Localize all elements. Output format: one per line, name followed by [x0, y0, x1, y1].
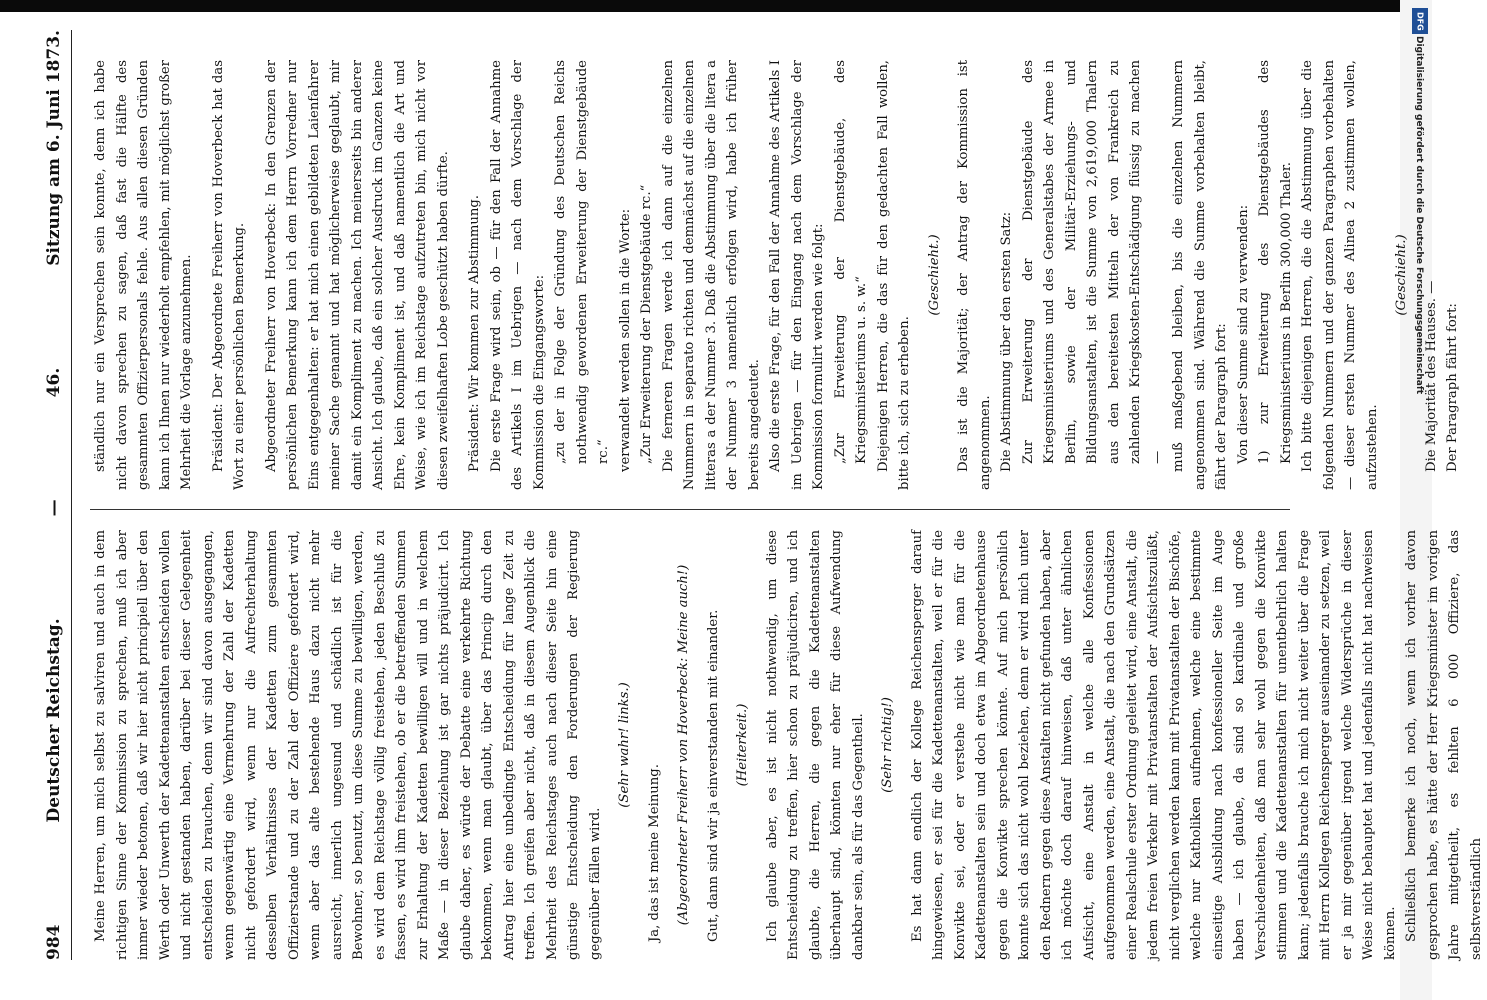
stage-direction: (Sehr wahr! links.): [617, 682, 632, 808]
publication-title: Deutscher Reichstag.: [44, 618, 64, 823]
paragraph: Ich bitte diejenigen Herren, die die Abstimmung über die folgenden Nummern und der ganzen Paragraphen vorbehalten — dieser ersten Nummer des Alinea 2 zustimmen wollen, aufzustehen.: [1300, 60, 1380, 490]
header-rule: [71, 30, 72, 960]
paragraph: Ich glaube aber, es ist nicht nothwendig, um diese Entscheidung zu treffen, hier schon zu präjudiciren, und ich glaubte, die Herren, die gegen die Kadettenanstalten überhaupt sind, könnten nur eher für diese Aufwendung dankbar sein, als für das Gegentheil.: [764, 530, 866, 960]
page-number: 984: [44, 924, 64, 960]
paragraph: ständlich nur ein Versprechen sein konnte, denn ich habe nicht davon sprechen zu sagen, daß fast die Hälfte des gesammten Offizierpersonals fehle. Aus allen diesen Gründen kann ich Ihnen nur wiederholt empfehlen, mit möglichst großer Mehrheit die Vorlage anzunehmen.: [93, 60, 194, 490]
quoted-text: Zur Erweiterung der Dienstgebäude des Kriegsministeriums und des Generalstabes der Armee in Berlin, sowie der Militär-Erziehungs- und Bildungsanstalten, ist die Summe von 2,619,000 Thalern aus den bereitesten Mitteln der von Frankreich zu zahlenden Kriegskosten-Entschädigung flüssig zu machen —: [1020, 60, 1165, 464]
paragraph: Präsident: Der Abgeordnete Freiherr von Hoverbeck hat das Wort zu einer persönlichen Bemerkung.: [210, 60, 247, 490]
paragraph: Präsident: Wir kommen zur Abstimmung.: [467, 195, 482, 472]
paragraph: Ja, das ist meine Meinung.: [646, 764, 662, 942]
quoted-text: „Zur Erweiterung der Dienstgebäude, des Kriegsministeriums u. s. w.“: [832, 60, 869, 464]
paragraph: Die Abstimmung über den ersten Satz:: [999, 211, 1014, 472]
paragraph: Das ist die Majorität; der Antrag der Kommission ist angenommen.: [956, 60, 993, 490]
paragraph-gap: [454, 60, 464, 490]
stage-direction: (Geschieht.): [926, 234, 942, 316]
paragraph-gap: [251, 60, 261, 490]
paragraph-gap: [198, 60, 208, 490]
paragraph: Gut, dann sind wir ja einverstanden mit einander.: [705, 609, 721, 942]
quoted-text: Von dieser Summe sind zu verwenden:: [1235, 204, 1251, 464]
paragraph: Abgeordneter Freiherr von Hoverbeck: In den Grenzen der persönlichen Bemerkung kann ich dem Herrn Vorredner nur Eins entgegenhalten: er hat mich einen gebildeten Laienfahrer meiner Sache genannt und hat möglicherweise geglaubt, mir damit ein Kompliment zu machen. Ich meinerseits bin anderer Ansicht. Ich glaube, daß ein solcher Ausdruck im Ganzen keine Ehre, kein Kompliment ist, und daß namentlich die Art und Weise, wie ich im Reichstage aufzutreten bin, mich nicht vor diesen zweifelhaften Lobe geschützt haben dürfte.: [263, 60, 451, 490]
quoted-text: „zu der in Folge der Gründung des Deutschen Reichs nothwendig gewordenen Erweiterung der Dienstgebäude rc.“: [553, 60, 611, 464]
paragraph: Die Majorität des Hauses. —: [1423, 280, 1439, 472]
left-text-column: [90, 530, 1484, 960]
stage-direction: (Sehr richtig!): [880, 697, 895, 793]
quoted-text: „Zur Erweiterung der Dienstgebäude rc.“: [639, 184, 654, 464]
digitization-credit: Digitalisierung gefördert durch die Deutsche Forschungsgemeinschaft: [1414, 36, 1424, 395]
stage-direction: (Heiterkeit.): [735, 703, 750, 787]
stage-direction: (Geschieht.): [1394, 234, 1409, 316]
paragraph: Es hat dann endlich der Kollege Reichensperger darauf hingewiesen, er sei für die Kadettenanstalten, weil er für die Konvikte sei, oder er verstehe nicht wie man für die Kadettenanstalten sein und doch etwa im Abgeordnetenhause gegen die Konvikte sprechen könnte. Auf mich persönlich konnte sich das nicht wohl beziehen, denn er wird mich unter den Rednern gegen diese Anstalten nicht gefunden haben, aber ich möchte doch darauf hinweisen, daß unter ähnlichen Aufsicht, eine Anstalt in welche alle Konfessionen aufgenommen werden, eine Anstalt, die nach den Grundsätzen einer Realschule erster Ordnung geleitet wird, eine Anstalt, die jedem freien Verkehr mit Privatanstalten der Aufsichtszuläßt, nicht verglichen werden kann mit Privatanstalten der Bischöfe, welche nur Katholiken aufnehmen, welche eine bestimmte einseitige Ausbildung nach konfessioneller Seite im Auge haben — ich glaube, da sind so kardinale und große Verschiedenheiten, daß man sehr wohl gegen die Konvikte stimmen und die Kadettenanstalten für unentbehrlich halten kann; jedenfalls brauche ich mich nicht weiter über die Frage mit Herrn Kollegen Reichensperger auseinander zu setzen, weil er ja mir gegenüber irgend welche Widersprüche in dieser Weise nicht behauptet hat und jedenfalls nicht hat nachweisen können.: [909, 530, 1398, 960]
quoted-text: 1) zur Erweiterung des Dienstgebäudes des Kriegsministeriums in Berlin 300,000 Thaler.: [1257, 60, 1294, 464]
paragraph: muß maßgebend bleiben, bis die einzelnen Nummern angenommen sind. Während die Summe vorbehalten bleibt, fährt der Paragraph fort:: [1171, 60, 1229, 490]
page-header: [40, 30, 68, 960]
paragraph: Diejenigen Herren, die das für den gedachten Fall wollen, bitte ich, sich zu erheben.: [875, 60, 912, 490]
column-divider: [90, 509, 1290, 510]
paragraph: verwandelt werden sollen in die Worte:: [617, 208, 633, 472]
paragraph: Also die erste Frage, für den Fall der Annahme des Artikels I im Uebrigen — für den Eingang nach dem Vorschlage der Kommission formulirt werden wie folgt:: [768, 60, 826, 490]
stage-direction: (Abgeordneter Freiherr von Hoverbeck: Meine auch!): [676, 564, 691, 926]
paragraph: Meine Herren, um mich selbst zu salviren und auch in dem richtigen Sinne der Kommission zu sprechen, muß ich aber immer wieder betonen, daß wir hier nicht principiell über den Werth oder Unwerth der Kadettenanstalten entscheiden wollen und nicht gestanden haben, darüber bei dieser Gelegenheit entscheiden zu brauchen, denn wir sind davon ausgegangen, wenn gegenwärtig eine Vermehrung der Zahl der Kadetten nicht gefordert wird, wenn nur die Aufrechterhaltung desselben Verhältnisses der Kadetten zum gesammten Offizierstande und zu der Zahl der Offiziere gefordert wird, wenn aber das alte bestehende Haus dazu nicht mehr ausreicht, innerlich ungesund und schädlich ist für die Bewohner, so benutzt, um diese Summe zu bewilligen, werden, es wird dem Reichstage völlig freistehen, jeden Beschluß zu fassen, es wird ihm freistehen, ob er die betreffenden Summen zur Erhaltung der Kadetten bewilligen will und in welchem Maße — in dieser Beziehung ist gar nichts präjudicirt. Ich glaube daher, es würde der Debatte eine verkehrte Richtung bekommen, wenn man glaubt, über das Princip durch den Antrag hier eine unbedingte Entscheidung für lange Zeit zu treffen. Ich greifen aber nicht, daß in diesem Augenblick die Mehrheit des Reichstages auch nach dieser Seite hin eine günstige Entscheidung den Forderungen der Regierung gegenüber fällen wird.: [93, 530, 603, 960]
paragraph: Die erste Frage wird sein, ob — für den Fall der Annahme des Artikels I im Uebrigen — nach dem Vorschlage der Kommission die Eingangsworte:: [488, 60, 547, 490]
paragraph: Die ferneren Fragen werde ich dann auf die einzelnen Nummern in separato richten und demnächst auf die einzelnen litteras a der Nummer 3. Daß die Abstimmung über die litera a der Nummer 3 namentlich erfolgen wird, habe ich früher bereits angedeutet.: [660, 60, 762, 490]
header-separator: —: [44, 499, 64, 517]
paragraph: Der Paragraph fährt fort:: [1445, 303, 1460, 472]
dfg-logo: DFG: [1412, 8, 1428, 34]
paragraph: Schließlich bemerke ich noch, wenn ich vorher davon gesprochen habe, es hätte der Herr Kriegsminister im vorigen Jahre mitgetheilt, es fehlten 6 000 Offiziere, das selbstverständlich: [1404, 530, 1484, 960]
session-date: Sitzung am 6. Juni 1873.: [44, 30, 64, 266]
session-number: 46.: [44, 367, 64, 398]
